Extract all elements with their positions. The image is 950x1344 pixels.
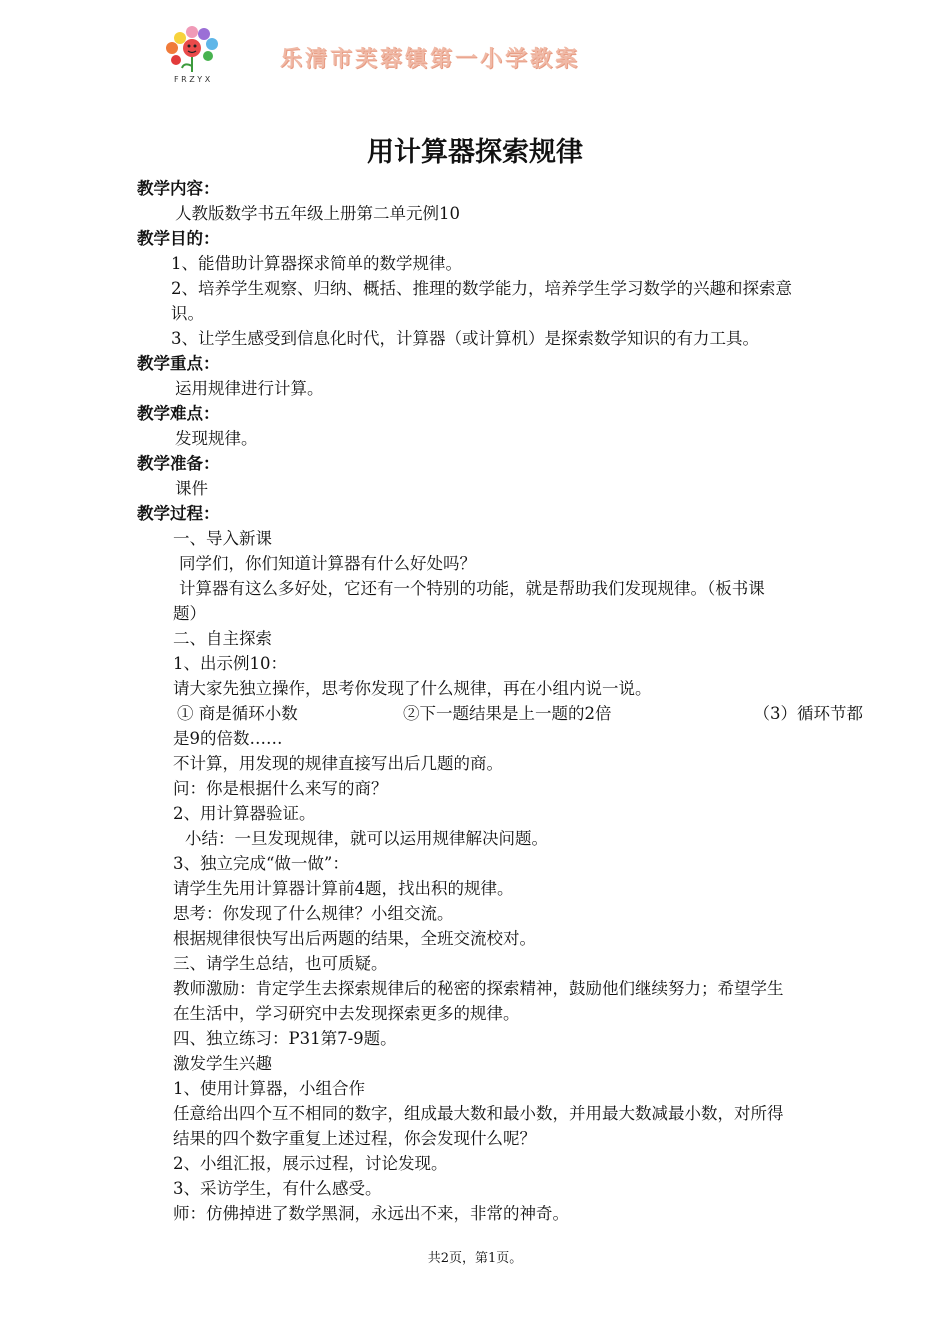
process-line: 2、小组汇报，展示过程，讨论发现。 (173, 1154, 448, 1173)
process-line: 任意给出四个互不相同的数字，组成最大数和最小数，并用最大数减最小数，对所得 (173, 1104, 784, 1123)
observation-3: （3）循环节都 (753, 704, 863, 723)
section-label-goals: 教学目的： (137, 229, 220, 248)
goal-item: 2、培养学生观察、归纳、概括、推理的数学能力，培养学生学习数学的兴趣和探索意 (171, 279, 792, 298)
process-line: 3、采访学生，有什么感受。 (173, 1179, 382, 1198)
section-label-content: 教学内容： (137, 179, 220, 198)
process-line: 根据规律很快写出后两题的结果，全班交流校对。 (173, 929, 536, 948)
process-line: 请学生先用计算器计算前4题，找出积的规律。 (173, 879, 514, 898)
process-line: 计算器有这么多好处，它还有一个特别的功能，就是帮助我们发现规律。（板书课 (179, 579, 765, 598)
school-logo-icon (162, 22, 226, 86)
process-line: 是9的倍数…… (173, 729, 283, 748)
process-line: 2、用计算器验证。 (173, 804, 316, 823)
process-line: 师：仿佛掉进了数学黑洞，永远出不来，非常的神奇。 (173, 1204, 569, 1223)
process-line: 同学们，你们知道计算器有什么好处吗？ (179, 554, 476, 573)
process-line: 教师激励：肯定学生去探索规律后的秘密的探索精神，鼓励他们继续努力；希望学生 (173, 979, 784, 998)
observation-2: ②下一题结果是上一题的2倍 (403, 704, 612, 723)
lesson-title: 用计算器探索规律 (367, 137, 583, 168)
prep-text: 课件 (175, 479, 208, 498)
process-line: 不计算，用发现的规律直接写出后几题的商。 (173, 754, 503, 773)
goal-item: 1、能借助计算器探求简单的数学规律。 (171, 254, 462, 273)
section-label-key: 教学重点： (137, 354, 220, 373)
process-line: 小结：一旦发现规律，就可以运用规律解决问题。 (185, 829, 548, 848)
goal-item: 识。 (171, 304, 204, 323)
process-line: 结果的四个数字重复上述过程，你会发现什么呢？ (173, 1129, 536, 1148)
lesson-body (137, 176, 863, 1226)
section-label-process: 教学过程： (137, 504, 220, 523)
process-line-columns (137, 701, 863, 726)
process-line: 请大家先独立操作，思考你发现了什么规律，再在小组内说一说。 (173, 679, 652, 698)
goal-item: 3、让学生感受到信息化时代，计算器（或计算机）是探索数学知识的有力工具。 (171, 329, 759, 348)
key-text: 运用规律进行计算。 (175, 379, 324, 398)
process-line: 1、使用计算器，小组合作 (173, 1079, 365, 1098)
process-line: 三、请学生总结，也可质疑。 (173, 954, 388, 973)
process-line: 四、独立练习：P31第7-9题。 (173, 1029, 397, 1048)
section-label-prep: 教学准备： (137, 454, 220, 473)
process-line: 一、导入新课 (173, 529, 272, 548)
process-line: 题） (173, 604, 206, 623)
difficulty-text: 发现规律。 (175, 429, 258, 448)
section-label-difficulty: 教学难点： (137, 404, 220, 423)
process-line: 3、独立完成“做一做”： (173, 854, 349, 873)
school-name: 乐清市芙蓉镇第一小学教案 (280, 47, 581, 72)
observation-1: ① 商是循环小数 (177, 704, 298, 723)
svg-text:F R Z Y X: F R Z Y X (174, 75, 211, 84)
page-footer: 共2页，第1页。 (427, 1251, 523, 1266)
process-line: 思考：你发现了什么规律？小组交流。 (173, 904, 454, 923)
process-line: 在生活中，学习研究中去发现探索更多的规律。 (173, 1004, 520, 1023)
process-line: 二、自主探索 (173, 629, 272, 648)
page-header (160, 22, 860, 92)
process-line: 1、出示例10： (173, 654, 287, 673)
process-line: 激发学生兴趣 (173, 1054, 272, 1073)
content-text: 人教版数学书五年级上册第二单元例10 (175, 204, 460, 223)
process-line: 问：你是根据什么来写的商？ (173, 779, 388, 798)
